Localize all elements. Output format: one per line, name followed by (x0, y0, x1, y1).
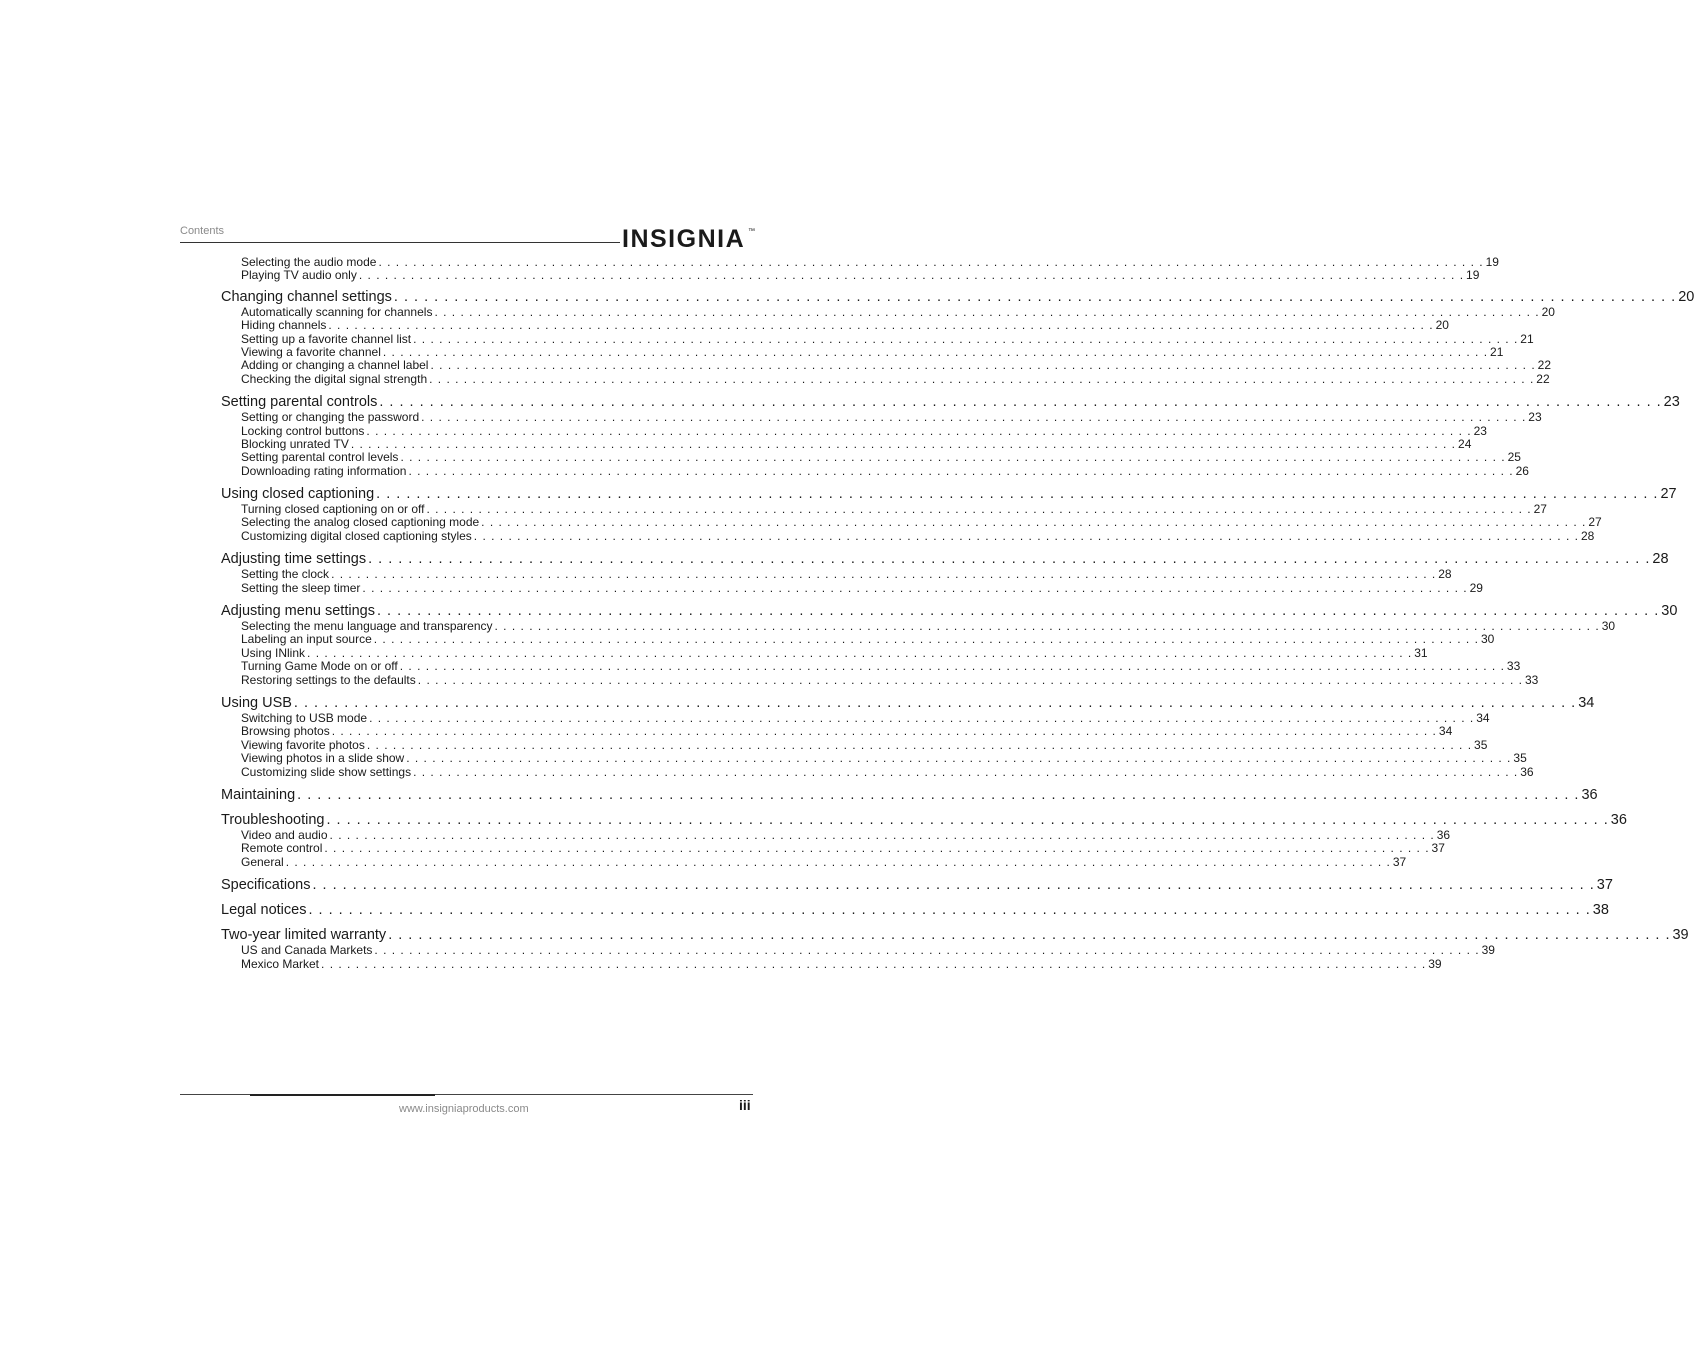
toc-section (221, 811, 1627, 869)
toc-page-number: 22 (1536, 371, 1550, 386)
toc-subentry[interactable] (241, 358, 1552, 373)
toc-entry-title: Customizing slide show settings (241, 764, 412, 779)
toc-page-number: 21 (1520, 331, 1534, 346)
toc-subentry[interactable] (241, 268, 1480, 283)
toc-subentry[interactable] (241, 764, 1534, 779)
toc-subentry[interactable] (241, 255, 1499, 269)
toc-section-entry[interactable] (221, 603, 1678, 620)
toc-section-entry[interactable] (221, 877, 1613, 894)
dot-leader (331, 568, 1436, 581)
dot-leader (362, 582, 1467, 595)
toc-page-number: 36 (1520, 764, 1534, 779)
dot-leader (394, 289, 1676, 306)
toc-entry-title: Selecting the audio mode (241, 255, 377, 269)
toc-entry-title: Troubleshooting (221, 811, 325, 828)
toc-page-number: 33 (1506, 659, 1521, 674)
dot-leader (400, 660, 1505, 673)
toc-section-entry[interactable] (221, 394, 1680, 411)
toc-entry-title: Mexico Market (241, 956, 320, 971)
dot-leader (406, 752, 1511, 765)
toc-subentry[interactable] (241, 659, 1521, 674)
toc-entry-title: Turning closed captioning on or off (241, 502, 425, 517)
toc-entry-title: Setting the sleep timer (241, 580, 361, 595)
toc-page-number: 33 (1524, 672, 1539, 687)
toc-section-entry[interactable] (221, 486, 1677, 503)
toc-page-number: 27 (1660, 486, 1677, 503)
toc-section (221, 394, 1680, 478)
toc-entry-title: Setting parental controls (221, 394, 378, 411)
toc-entry-title: Specifications (221, 877, 311, 894)
dot-leader (430, 359, 1535, 372)
toc-subentry[interactable] (241, 515, 1602, 530)
toc-entry-title: Downloading rating information (241, 463, 407, 478)
toc-entry-title: Checking the digital signal strength (241, 371, 428, 386)
dot-leader (374, 944, 1479, 957)
toc-subentry[interactable] (241, 827, 1451, 842)
toc-page-number: 28 (1438, 567, 1452, 582)
toc-page-number: 31 (1414, 645, 1428, 660)
toc-page-number: 34 (1578, 694, 1595, 711)
header-rule (180, 242, 620, 243)
dot-leader (376, 486, 1658, 503)
dot-leader (379, 394, 1661, 411)
dot-leader (426, 503, 1531, 516)
dot-leader (366, 425, 1471, 438)
toc-page-number: 37 (1431, 841, 1445, 856)
toc-page-number: 19 (1485, 255, 1499, 269)
dot-leader (332, 725, 1437, 738)
toc-subentry[interactable] (241, 737, 1488, 752)
toc-entry-title: Adjusting time settings (221, 551, 367, 568)
toc-entry-title: Maintaining (221, 786, 296, 803)
toc-entry-title: Viewing a favorite channel (241, 344, 381, 359)
toc-section (221, 486, 1677, 543)
toc-page-number: 39 (1481, 943, 1495, 958)
toc-page-number: 27 (1588, 515, 1602, 530)
toc-subentry[interactable] (241, 318, 1449, 333)
insignia-logo (622, 220, 755, 253)
toc-entry-title: Locking control buttons (241, 423, 365, 438)
dot-leader (434, 306, 1539, 319)
dot-leader (307, 647, 1412, 660)
toc-page-number: 20 (1678, 288, 1694, 305)
toc-entry-title: Changing channel settings (221, 288, 392, 305)
dot-leader (312, 877, 1594, 894)
dot-leader (413, 766, 1518, 779)
footer-rule-accent (250, 1094, 435, 1096)
toc-section (221, 877, 1613, 894)
toc-entry-title: Browsing photos (241, 724, 330, 739)
toc-subentry[interactable] (241, 943, 1495, 958)
toc-entry-title: Viewing photos in a slide show (241, 751, 405, 766)
toc-subentry[interactable] (241, 331, 1534, 346)
toc-section-entry[interactable] (221, 694, 1595, 712)
toc-subentry[interactable] (241, 724, 1453, 739)
toc-entry-title: Video and audio (241, 827, 328, 842)
toc-page-number: 23 (1528, 410, 1542, 425)
toc-subentry[interactable] (241, 710, 1490, 725)
toc-subentry[interactable] (241, 502, 1547, 517)
toc-page-number: 26 (1515, 463, 1529, 478)
toc-page-number: 30 (1601, 619, 1616, 634)
toc-subentry-list (241, 567, 1483, 595)
dot-leader (286, 856, 1391, 869)
toc-entry-title: Labeling an input source (241, 632, 372, 647)
toc-page-number: 29 (1469, 580, 1483, 595)
dot-leader (408, 465, 1513, 478)
toc-subentry[interactable] (241, 854, 1407, 869)
toc-entry-title: Hiding channels (241, 318, 327, 333)
toc-page-number: 36 (1610, 811, 1627, 828)
toc-page-number: 21 (1490, 344, 1504, 359)
toc-entry-title: Setting up a favorite channel list (241, 331, 412, 346)
dot-leader (421, 411, 1526, 424)
toc-section-entry[interactable] (221, 288, 1694, 306)
toc-entry-title: Switching to USB mode (241, 710, 368, 725)
toc-section-entry[interactable] (221, 902, 1609, 919)
dot-leader (368, 551, 1650, 568)
dot-leader (388, 927, 1670, 944)
table-of-contents (221, 255, 1694, 979)
toc-section (221, 551, 1669, 595)
toc-page-number: 34 (1476, 710, 1490, 725)
toc-subentry[interactable] (241, 751, 1527, 766)
dot-leader (400, 451, 1505, 464)
dot-leader (413, 333, 1518, 346)
toc-subentry-list (241, 943, 1495, 971)
toc-entry-title: Using USB (221, 694, 292, 711)
dot-leader (418, 674, 1523, 687)
toc-subentry[interactable] (241, 410, 1542, 425)
dot-leader (369, 712, 1474, 725)
dot-leader (495, 620, 1600, 633)
dot-leader (297, 787, 1579, 804)
toc-page-number: 24 (1458, 436, 1472, 451)
toc-page-number: 37 (1392, 854, 1407, 869)
toc-page-number: 19 (1466, 268, 1480, 283)
toc-subentry[interactable] (241, 304, 1555, 319)
dot-leader (326, 812, 1608, 829)
toc-entry-title: Customizing digital closed captioning styles (241, 528, 472, 543)
toc-page-number: 23 (1663, 394, 1680, 411)
toc-page-number: 37 (1596, 877, 1613, 894)
dot-leader (429, 373, 1534, 386)
toc-section (221, 927, 1689, 971)
toc-page-number: 36 (1581, 786, 1598, 803)
dot-leader (481, 516, 1586, 529)
dot-leader (474, 530, 1579, 543)
dot-leader (351, 438, 1456, 451)
dot-leader (328, 319, 1433, 332)
toc-section (221, 288, 1694, 386)
toc-entry-title: Blocking unrated TV (241, 436, 349, 451)
toc-section (221, 603, 1678, 687)
toc-subentry-list (241, 827, 1451, 869)
toc-entry-title: Restoring settings to the defaults (241, 672, 416, 687)
toc-entry-title: Setting or changing the password (241, 410, 420, 425)
dot-leader (324, 842, 1429, 855)
toc-subentry-list (241, 619, 1616, 687)
logo-trademark: ™ (748, 228, 755, 235)
toc-page-number: 39 (1672, 927, 1689, 944)
toc-entry-title: Remote control (241, 841, 323, 856)
dot-leader (378, 256, 1483, 269)
dot-leader (308, 902, 1590, 919)
toc-entry-title: Playing TV audio only (241, 268, 357, 283)
toc-subentry[interactable] (241, 672, 1539, 687)
toc-entry-title: Setting parental control levels (241, 450, 399, 465)
toc-page-number: 39 (1428, 956, 1442, 971)
dot-leader (330, 829, 1435, 842)
dot-leader (377, 603, 1659, 620)
toc-entry-title: General (241, 854, 284, 869)
toc-subentry[interactable] (241, 463, 1529, 478)
toc-entry-title: Using INlink (241, 645, 306, 660)
dot-leader (294, 695, 1576, 712)
toc-subentry[interactable] (241, 450, 1521, 465)
toc-entry-title: Adding or changing a channel label (241, 358, 429, 373)
toc-subentry[interactable] (241, 632, 1495, 647)
running-header: Contents (180, 225, 225, 237)
dot-leader (374, 633, 1479, 646)
toc-subentry[interactable] (241, 528, 1595, 543)
toc-entry-title: Viewing favorite photos (241, 737, 365, 752)
toc-page-number: 30 (1661, 603, 1678, 620)
dot-leader (383, 346, 1488, 359)
toc-page-number: 20 (1435, 318, 1449, 333)
toc-entry-title: Setting the clock (241, 567, 330, 582)
toc-section-entry[interactable] (221, 811, 1627, 829)
toc-section-entry[interactable] (221, 786, 1598, 804)
toc-page-number: 27 (1533, 502, 1547, 517)
toc-section-entry[interactable] (221, 551, 1669, 568)
toc-subentry[interactable] (241, 580, 1483, 595)
toc-subentry-list (241, 502, 1602, 543)
toc-page-number: 38 (1592, 902, 1609, 919)
toc-page-number: 36 (1436, 827, 1451, 842)
toc-page-number: 28 (1652, 551, 1669, 568)
toc-subentry[interactable] (241, 371, 1550, 386)
dot-leader (321, 958, 1426, 971)
page-number: iii (739, 1097, 751, 1113)
toc-page-number: 23 (1473, 423, 1487, 438)
toc-page-number: 20 (1541, 304, 1555, 319)
toc-subentry-list (241, 410, 1542, 478)
toc-subentry-list (241, 304, 1555, 386)
toc-entry-title: Two-year limited warranty (221, 927, 387, 944)
toc-subentry[interactable] (241, 841, 1445, 856)
toc-entry-title: Selecting the analog closed captioning mode (241, 515, 480, 530)
toc-entry-title: Legal notices (221, 902, 307, 919)
toc-entry-title: Adjusting menu settings (221, 603, 375, 620)
toc-entry-title: Selecting the menu language and transparency (241, 619, 493, 634)
toc-subentry[interactable] (241, 645, 1428, 660)
toc-section (221, 694, 1595, 779)
toc-entry-title: Automatically scanning for channels (241, 304, 433, 319)
toc-page-number: 28 (1580, 528, 1595, 543)
toc-section-entry[interactable] (221, 927, 1689, 944)
logo-wordmark: INSIGNIA (622, 225, 746, 253)
toc-entry-title: US and Canada Markets (241, 943, 373, 958)
toc-subentry-list (241, 710, 1534, 779)
toc-page-number: 30 (1480, 632, 1495, 647)
toc-subentry[interactable] (241, 436, 1472, 451)
toc-entry-title: Turning Game Mode on or off (241, 659, 398, 674)
toc-subentry[interactable] (241, 344, 1504, 359)
toc-subentry[interactable] (241, 619, 1616, 634)
toc-subentry[interactable] (241, 956, 1442, 971)
toc-entry-title: Using closed captioning (221, 486, 375, 503)
toc-page-number: 35 (1513, 751, 1527, 766)
toc-section (221, 902, 1609, 919)
toc-subentry[interactable] (241, 567, 1452, 582)
toc-page-number: 34 (1438, 724, 1453, 739)
toc-continued-group (241, 255, 1499, 283)
toc-page-number: 25 (1507, 450, 1521, 465)
dot-leader (359, 269, 1464, 282)
dot-leader (367, 739, 1472, 752)
toc-page-number: 35 (1474, 737, 1488, 752)
toc-section (221, 786, 1598, 804)
footer-url[interactable]: www.insigniaproducts.com (399, 1103, 529, 1115)
toc-page-number: 22 (1537, 358, 1552, 373)
toc-subentry[interactable] (241, 423, 1487, 438)
